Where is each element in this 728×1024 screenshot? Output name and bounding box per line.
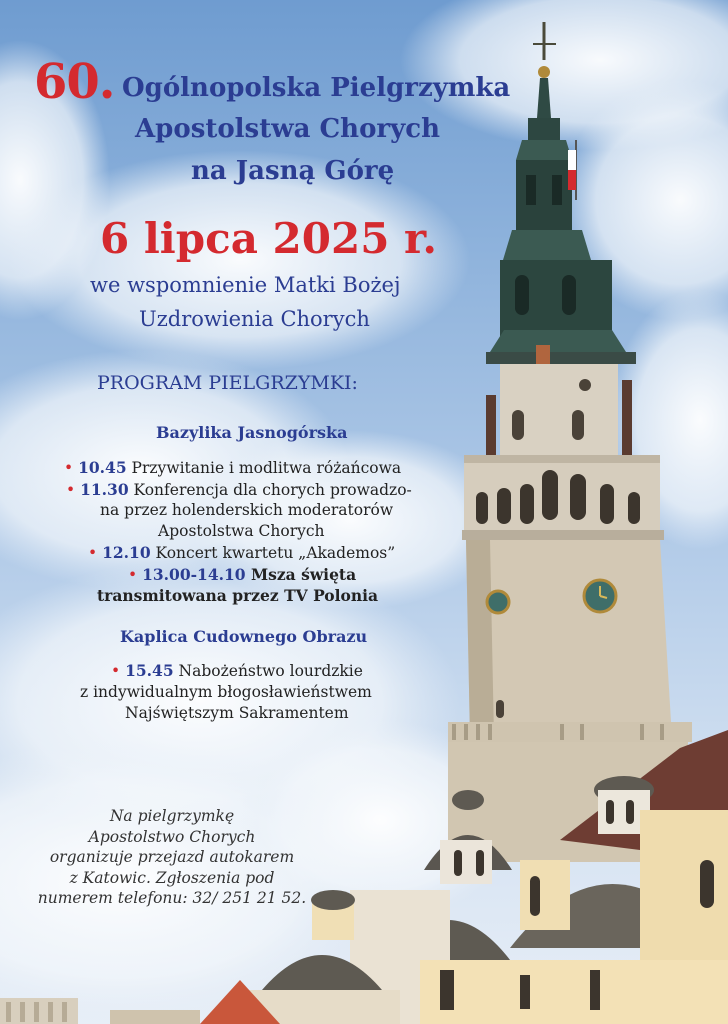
program-text: Konferencja dla chorych prowadzo- <box>128 481 412 499</box>
program-text: na przez holenderskich moderatorów <box>100 501 394 519</box>
program-text: Koncert kwartetu „Akademos” <box>150 544 396 562</box>
bullet-icon: • <box>64 459 79 477</box>
bullet-icon: • <box>128 566 143 584</box>
program-text: Najświętszym Sakramentem <box>125 704 349 722</box>
program-item <box>128 565 356 584</box>
note-line: organizuje przejazd autokarem <box>49 848 295 866</box>
title-line-3: na Jasną Górę <box>191 156 395 186</box>
note-line: numerem telefonu: 32/ 251 21 52. <box>37 889 307 907</box>
program-time: 12.10 <box>102 543 151 562</box>
location-chapel: Kaplica Cudownego Obrazu <box>120 627 368 646</box>
bullet-icon: • <box>111 662 126 680</box>
bullet-icon: • <box>88 544 103 562</box>
program-item-continued <box>158 522 325 540</box>
note-line: Apostolstwo Chorych <box>88 827 256 846</box>
program-item <box>88 543 395 562</box>
program-text: Nabożeństwo lourdzkie <box>173 662 363 680</box>
program-item <box>111 661 363 680</box>
program-time: 15.45 <box>125 661 174 680</box>
location-basilica: Bazylika Jasnogórska <box>156 423 348 442</box>
program-time: 11.30 <box>80 480 129 499</box>
subtitle-line-1: we wspomnienie Matki Bożej <box>90 273 401 297</box>
program-text: z indywidualnym błogosławieństwem <box>80 683 372 701</box>
title-line-1: Ogólnopolska Pielgrzymka <box>122 73 511 103</box>
program-item-continued <box>100 501 393 519</box>
program-text: Msza święta <box>245 565 357 584</box>
program-time: 10.45 <box>78 458 127 477</box>
program-item-continued <box>125 704 349 722</box>
program-item-continued <box>97 586 378 605</box>
program-text: transmitowana przez TV Polonia <box>97 586 379 605</box>
program-heading: PROGRAM PIELGRZYMKI: <box>97 372 358 394</box>
program-time: 13.00-14.10 <box>142 565 246 584</box>
program-item <box>66 480 412 499</box>
program-text: Przywitanie i modlitwa różańcowa <box>126 459 402 477</box>
program-text: Apostolstwa Chorych <box>158 522 325 540</box>
note-line: z Katowic. Zgłoszenia pod <box>69 868 275 887</box>
title-line-2: Apostolstwa Chorych <box>135 114 440 144</box>
event-date: 6 lipca 2025 r. <box>100 214 437 263</box>
subtitle-line-2: Uzdrowienia Chorych <box>139 307 370 331</box>
bullet-icon: • <box>66 481 81 499</box>
note-line: Na pielgrzymkę <box>109 807 235 825</box>
edition-number: 60. <box>34 54 115 110</box>
travel-note <box>27 806 317 909</box>
program-item-continued <box>80 683 372 701</box>
program-item <box>64 458 401 477</box>
